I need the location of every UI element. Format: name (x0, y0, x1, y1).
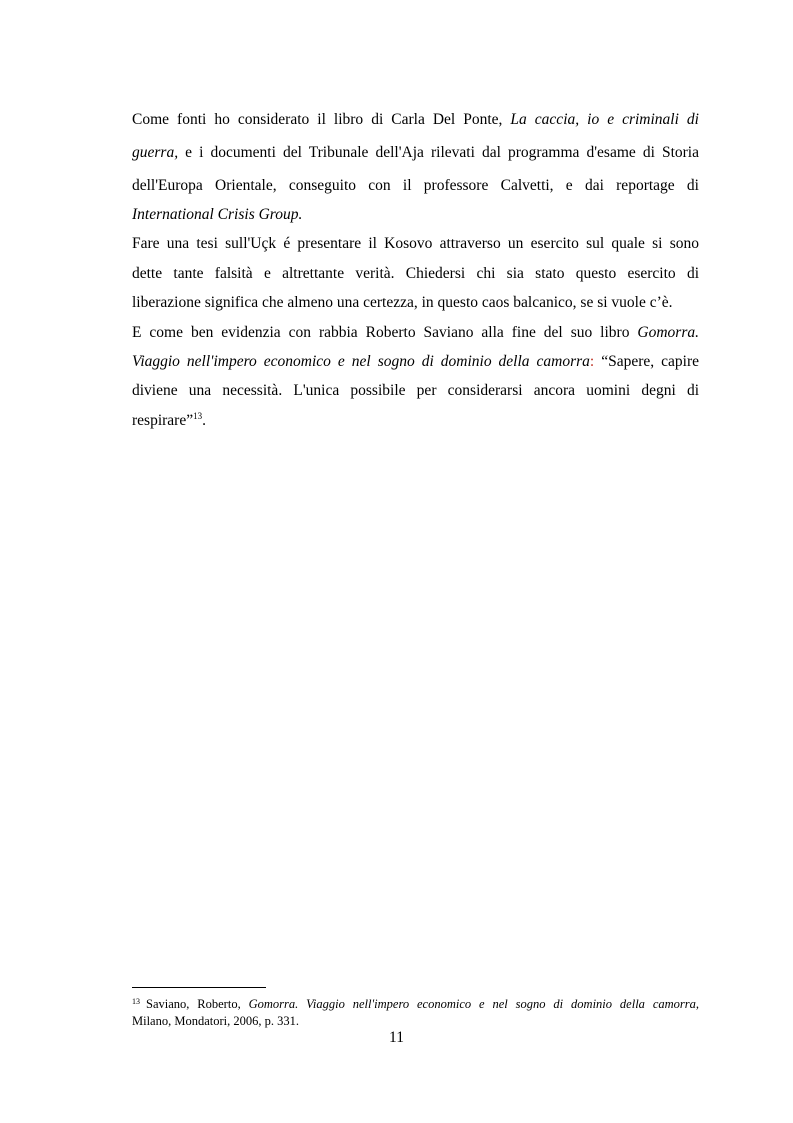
footnote-line (132, 997, 699, 1012)
text-span: e i documenti del Tribunale dell'Aja rilevati dal programma d'esame di Storia (178, 144, 699, 161)
paragraph-line: Fare una tesi sull'Uçk é presentare il Kosovo attraverso un esercito sul quale si sono (132, 235, 699, 252)
book-title: Viaggio nell'impero economico e nel sogno di dominio della camorra (132, 353, 590, 370)
footnote-line: Milano, Mondatori, 2006, p. 331. (132, 1014, 300, 1028)
book-title: Gomorra. (637, 324, 699, 341)
paragraph-line: liberazione significa che almeno una certezza, in questo caos balcanico, se si vuole c’è. (132, 294, 673, 311)
page-number: 11 (389, 1029, 404, 1046)
paragraph-line: International Crisis Group. (132, 206, 303, 223)
text-span: respirare” (132, 412, 194, 429)
footnote-reference[interactable]: 13 (193, 411, 203, 421)
paragraph-line: dette tante falsità e altrettante verità. Chiedersi chi sia stato questo esercito di (132, 265, 699, 282)
paragraph-line: dell'Europa Orientale, conseguito con il professore Calvetti, e dai reportage di (132, 177, 699, 194)
paragraph-line (132, 110, 699, 130)
paragraph-line (132, 143, 699, 163)
text-span: E come ben evidenzia con rabbia Roberto Saviano alla fine del suo libro (132, 324, 638, 341)
book-title: Gomorra. Viaggio nell'impero economico e nel sogno di dominio della camorra, (248, 997, 699, 1011)
footnote-separator (132, 987, 266, 988)
red-colon: : (589, 353, 595, 370)
paragraph-line (132, 323, 699, 343)
paragraph-line: diviene una necessità. L'unica possibile per considerarsi ancora uomini degni di (132, 382, 699, 399)
text-span: Come fonti ho considerato il libro di Carla Del Ponte, (132, 111, 511, 128)
text-span: . (202, 412, 206, 429)
book-title: La caccia, io e criminali di (510, 111, 699, 128)
quote-start: “Sapere, capire (594, 353, 699, 370)
paragraph-line (132, 411, 699, 431)
text-span: Saviano, Roberto, (146, 997, 249, 1011)
footnote-number: 13 (132, 997, 140, 1006)
book-title: guerra, (132, 144, 179, 161)
paragraph-line (132, 352, 699, 372)
